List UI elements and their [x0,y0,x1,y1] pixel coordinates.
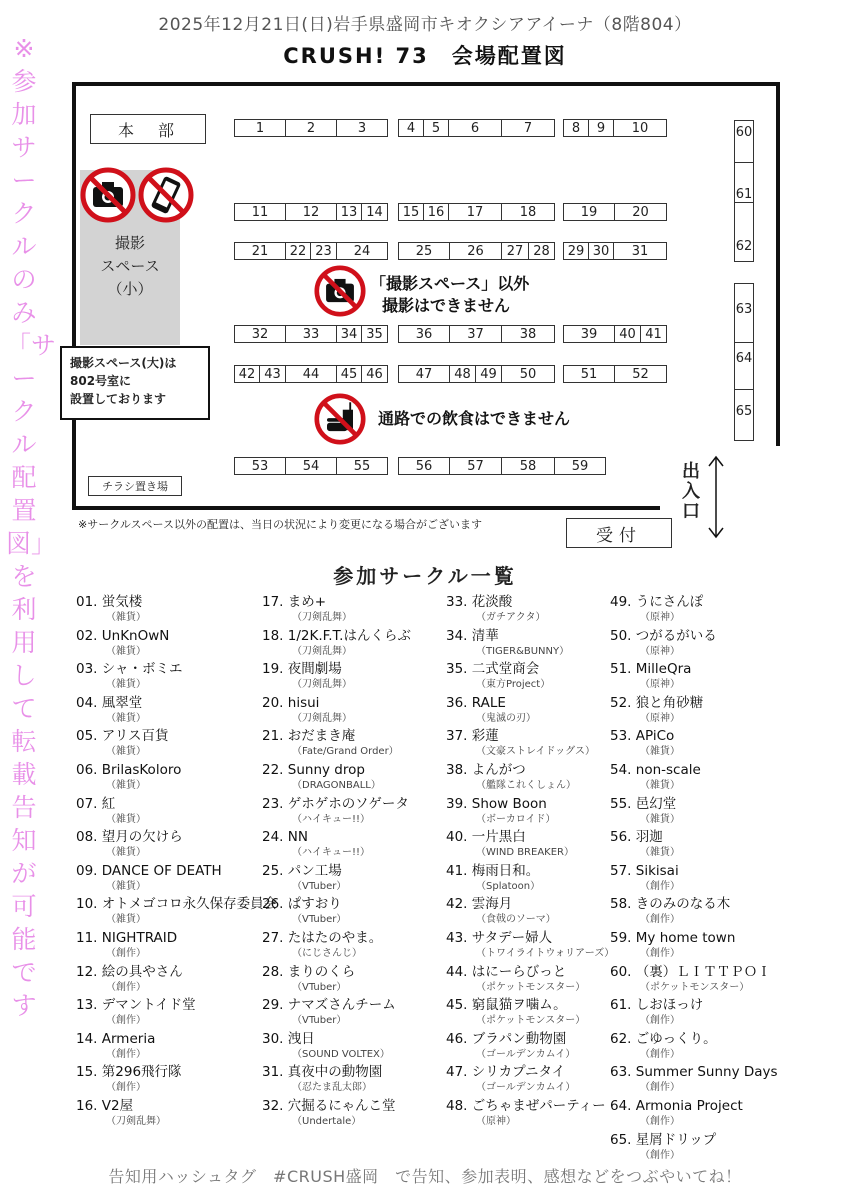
booth-46[interactable]: 46 [361,365,388,383]
list-item: 59. My home town （創作） [610,929,736,959]
booth-39[interactable]: 39 [563,325,615,343]
booth-51[interactable]: 51 [563,365,615,383]
booth-61[interactable]: 61 [734,162,754,203]
booth-12[interactable]: 12 [285,203,337,221]
list-item: 17. まめ+ （刀剣乱舞） [262,594,352,623]
booth-13[interactable]: 13 [336,203,362,221]
booth-53[interactable]: 53 [234,457,286,475]
page-title: CRUSH! 73 会場配置図 [283,44,567,68]
list-item: 46. ブラパン動物園 （ゴールデンカムイ） [446,1030,576,1060]
list-item: 02. UnKnOwN （雑貨） [76,627,170,657]
booth-15[interactable]: 15 [398,203,424,221]
booth-28[interactable]: 28 [528,242,555,260]
exit-arrow-icon [706,454,726,540]
no-camera-icon [314,265,366,317]
booth-20[interactable]: 20 [614,203,667,221]
booth-26[interactable]: 26 [449,242,502,260]
list-item: 26. ぱすおり （VTuber） [262,896,347,926]
list-item: 39. Show Boon （ボーカロイド） [446,795,556,825]
booth-55[interactable]: 55 [336,457,388,475]
circle-list-column-2 [262,594,462,1132]
list-item: 08. 望月の欠けら （雑貨） [76,829,183,859]
booth-19[interactable]: 19 [563,203,615,221]
event-date-venue: 2025年12月21日(日)岩手県盛岡市キオクシアアイーナ（8階804） [158,15,692,35]
list-item: 04. 風翠堂 （雑貨） [76,694,146,724]
list-item: 31. 真夜中の動物園 （忍たま乱太郎） [262,1064,383,1094]
list-item: 53. APiCo （雑貨） [610,728,680,758]
booth-17[interactable]: 17 [448,203,502,221]
booth-56[interactable]: 56 [398,457,450,475]
booth-40[interactable]: 40 [614,325,641,343]
booth-29[interactable]: 29 [563,242,589,260]
booth-62[interactable]: 62 [734,202,754,262]
list-item: 41. 梅雨日和。 （Splatoon） [446,862,541,892]
layout-note: ※サークルスペース以外の配置は、当日の状況により変更になる場合がございます [78,518,483,531]
booth-33[interactable]: 33 [285,325,337,343]
booth-27[interactable]: 27 [501,242,529,260]
list-item: 51. MilleQra （原神） [610,661,692,691]
list-item: 47. シリカプニタイ （ゴールデンカムイ） [446,1064,576,1094]
booth-18[interactable]: 18 [501,203,555,221]
photo-space-large-notice: 撮影スペース(大)は 802号室に 設置しております [60,346,210,420]
booth-49[interactable]: 49 [475,365,502,383]
hashtag-footer: 告知用ハッシュタグ #CRUSH盛岡 で告知、参加表明、感想などをつぶやいてね！ [108,1167,742,1186]
booth-42[interactable]: 42 [234,365,260,383]
list-item: 18. 1/2K.F.T.はんくらぶ （刀剣乱舞） [262,627,411,657]
list-item: 27. たはたのやま。 （にじさんじ） [262,929,383,959]
booth-14[interactable]: 14 [361,203,388,221]
booth-41[interactable]: 41 [640,325,667,343]
booth-35[interactable]: 35 [361,325,388,343]
booth-47[interactable]: 47 [398,365,450,383]
booth-3[interactable]: 3 [336,119,388,137]
list-item: 15. 第296飛行隊 （創作） [76,1064,182,1094]
list-item: 06. BrilasKoloro （雑貨） [76,761,182,791]
list-item: 60. （裏）ＬＩＴＴＰＯＩ （ポケットモンスター） [610,963,771,993]
list-item: 13. デマントイド堂 （創作） [76,997,196,1027]
list-item: 38. よんがつ （艦隊これくしょん） [446,761,576,791]
list-item: 64. Armonia Project （創作） [610,1097,743,1127]
list-item: 25. パン工場 （VTuber） [262,862,347,892]
booth-2[interactable]: 2 [285,119,337,137]
list-item: 01. 蛍気楼 （雑貨） [76,594,146,623]
list-item: 24. NN （ハイキュー!!） [262,829,371,859]
list-item: 03. シャ・ボミエ （雑貨） [76,661,183,691]
booth-43[interactable]: 43 [259,365,286,383]
list-item: 49. うにさんぽ （原神） [610,594,704,623]
booth-10[interactable]: 10 [613,119,667,137]
booth-37[interactable]: 37 [449,325,502,343]
list-item: 20. hisui （刀剣乱舞） [262,694,352,724]
side-note: ※参加サークルのみ「サークル配置図」を利用して転載告知が可能です [6,34,57,1020]
booth-9[interactable]: 9 [588,119,614,137]
list-item: 40. 一片黒白 （WIND BREAKER） [446,829,574,859]
list-item: 29. ナマズさんチーム （VTuber） [262,997,396,1027]
hall-right-wall [776,82,780,510]
reception-box: 受付 [566,518,672,548]
booth-57[interactable]: 57 [449,457,502,475]
list-item: 58. きのみのなる木 （創作） [610,896,731,926]
list-item: 57. Sikisai （創作） [610,862,680,892]
list-item: 62. ごゆっくり。 （創作） [610,1030,717,1060]
list-item: 05. アリス百貨 （雑貨） [76,728,169,758]
list-item: 61. しおほっけ （創作） [610,997,704,1027]
list-item: 44. はにーらびっと （ポケットモンスター） [446,963,586,993]
booth-60[interactable]: 60 [734,120,754,163]
booth-38[interactable]: 38 [501,325,555,343]
photo-space-label: 撮影 スペース （小） [100,234,160,298]
booth-32[interactable]: 32 [234,325,286,343]
booth-58[interactable]: 58 [501,457,555,475]
no-smartphone-icon [138,167,194,223]
list-item: 07. 紅 （雑貨） [76,795,146,825]
list-item: 19. 夜間劇場 （刀剣乱舞） [262,661,352,691]
booth-6[interactable]: 6 [448,119,502,137]
list-item: 21. おだまき庵 （Fate/Grand Order） [262,728,399,758]
list-item: 48. ごちゃまぜパーティー （原神） [446,1097,606,1127]
list-item: 54. non-scale （雑貨） [610,761,701,791]
booth-45[interactable]: 45 [336,365,362,383]
booth-1[interactable]: 1 [234,119,286,137]
booth-52[interactable]: 52 [614,365,667,383]
booth-21[interactable]: 21 [234,242,286,260]
booth-11[interactable]: 11 [234,203,286,221]
list-item: 56. 羽迦 （雑貨） [610,829,680,859]
no-camera-icon [80,167,136,223]
list-item: 65. 星屑ドリップ （創作） [610,1131,717,1161]
circle-list-column-4 [610,594,810,1165]
booth-36[interactable]: 36 [398,325,450,343]
list-item: 12. 絵の具やさん （創作） [76,963,183,993]
list-item: 11. NIGHTRAID （創作） [76,929,178,959]
list-item: 55. 邑幻堂 （雑貨） [610,795,680,825]
list-item: 09. DANCE OF DEATH （雑貨） [76,862,222,892]
list-item: 14. Armeria （創作） [76,1030,156,1060]
list-item: 45. 窮鼠猫ヲ噛ム。 （ポケットモンスター） [446,997,586,1027]
list-item: 52. 狼と角砂糖 （原神） [610,694,704,724]
list-item: 28. まりのくら （VTuber） [262,963,356,993]
no-photo-notice: 「撮影スペース」以外 撮影はできません [370,274,530,315]
booth-31[interactable]: 31 [613,242,667,260]
booth-16[interactable]: 16 [423,203,449,221]
exit-label: 出 入 口 [682,461,700,522]
booth-65[interactable]: 65 [734,389,754,441]
booth-34[interactable]: 34 [336,325,362,343]
booth-23[interactable]: 23 [310,242,337,260]
list-item: 43. サタデー婦人 （トワイライトウォリアーズ） [446,929,615,959]
list-item: 32. 穴掘るにゃんこ堂 （Undertale） [262,1097,396,1127]
booth-48[interactable]: 48 [449,365,476,383]
no-food-icon [314,393,366,445]
booth-24[interactable]: 24 [336,242,388,260]
circle-list-column-1 [76,594,276,1132]
flyer-table: チラシ置き場 [88,476,182,496]
list-item: 37. 彩蓮 （文豪ストレイドッグス） [446,728,595,758]
circle-list-title: 参加サークル一覧 [333,564,517,588]
list-item: 36. RALE （鬼滅の刃） [446,694,536,724]
booth-25[interactable]: 25 [398,242,450,260]
booth-44[interactable]: 44 [285,365,337,383]
booth-64[interactable]: 64 [734,342,754,390]
list-item: 33. 花淡酸 （ガチアクタ） [446,594,546,623]
no-food-notice: 通路での飲食はできません [378,409,571,428]
booth-5[interactable]: 5 [423,119,449,137]
list-item: 42. 雲海月 （食戟のソーマ） [446,896,556,926]
booth-54[interactable]: 54 [285,457,337,475]
booth-30[interactable]: 30 [588,242,614,260]
honbu-box: 本 部 [90,114,206,144]
list-item: 22. Sunny drop （DRAGONBALL） [262,761,381,791]
list-item: 23. ゲホゲホのソゲータ （ハイキュー!!） [262,795,409,825]
list-item: 16. V2屋 （刀剣乱舞） [76,1097,166,1127]
booth-59[interactable]: 59 [554,457,606,475]
list-item: 50. つがるがいる （原神） [610,627,717,657]
list-item: 35. 二式堂商会 （東方Project） [446,661,551,691]
booth-22[interactable]: 22 [285,242,311,260]
list-item: 10. オトメゴコロ永久保存委員会 （雑貨） [76,896,278,926]
list-item: 34. 清華 （TIGER&BUNNY） [446,627,570,657]
list-item: 63. Summer Sunny Days （創作） [610,1064,778,1094]
booth-8[interactable]: 8 [563,119,589,137]
booth-50[interactable]: 50 [501,365,555,383]
booth-7[interactable]: 7 [501,119,555,137]
list-item: 30. 洩日 （SOUND VOLTEX） [262,1030,390,1060]
booth-63[interactable]: 63 [734,283,754,343]
booth-4[interactable]: 4 [398,119,424,137]
